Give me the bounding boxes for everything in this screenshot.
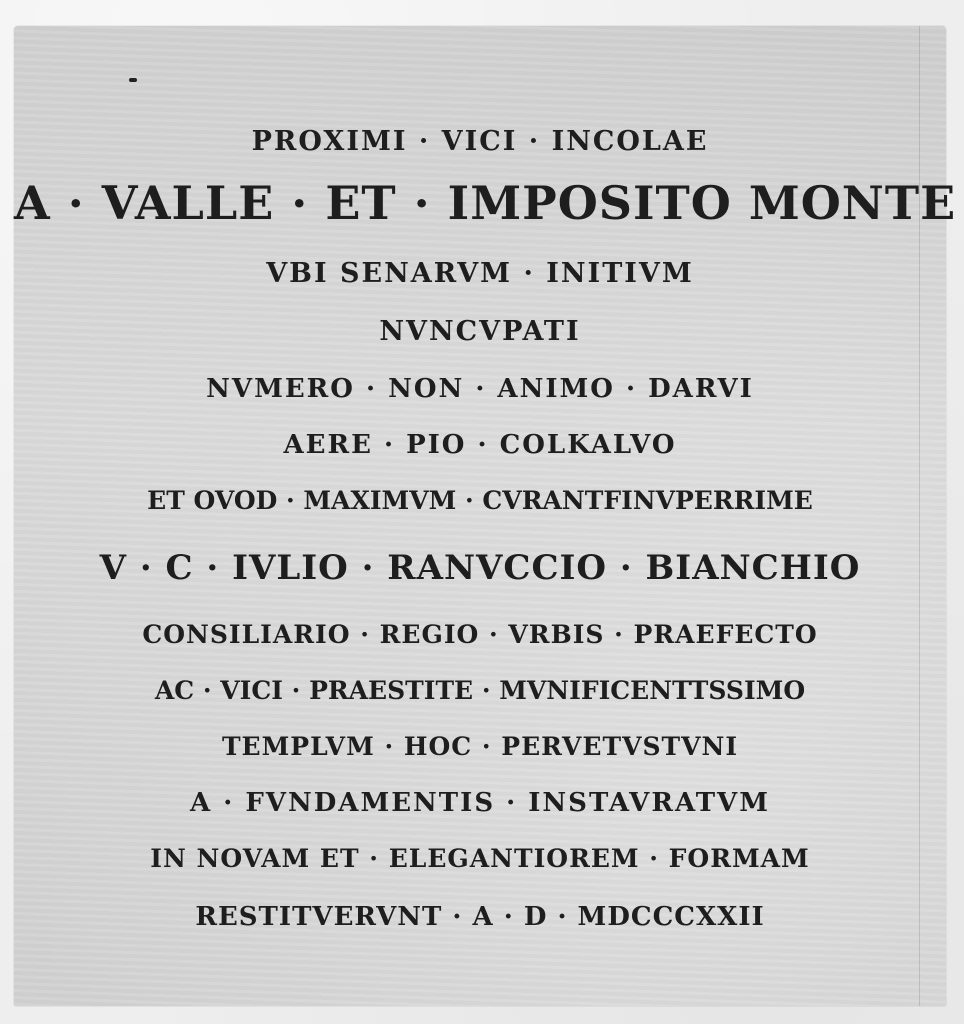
inscription-line-3: VBI SENARVM · INITIVM [266, 258, 694, 289]
inscription-line-11: TEMPLVM · HOC · PERVETVSTVNI [221, 732, 739, 761]
inscription-line-5: NVMERO · NON · ANIMO · DARVI [206, 374, 754, 404]
inscription-line-6: AERE · PIO · COLKALVO [283, 430, 677, 460]
inscription-line-12: A · FVNDAMENTIS · INSTAVRATVM [190, 788, 770, 818]
paint-speck [129, 78, 137, 82]
inscription-plaque [14, 26, 957, 1006]
inscription-line-2: A · VALLE · ET · IMPOSITO MONTE [14, 176, 957, 230]
inscription-line-9: CONSILIARIO · REGIO · VRBIS · PRAEFECTO [142, 620, 818, 649]
inscription-line-7: ET OVOD · MAXIMVM · CVRANTFINVPERRIME [147, 486, 813, 515]
inscription-line-10: AC · VICI · PRAESTITE · MVNIFICENTTSSIMO [154, 676, 806, 705]
inscription-line-8: V · C · IVLIO · RANVCCIO · BIANCHIO [99, 548, 861, 588]
inscription-line-13: IN NOVAM ET · ELEGANTIOREM · FORMAM [150, 844, 810, 873]
inscription-line-1: PROXIMI · VICI · INCOLAE [251, 126, 709, 157]
inscription-line-14: RESTITVERVNT · A · D · MDCCCXXII [195, 902, 765, 932]
inscription-line-4: NVNCVPATI [379, 316, 581, 347]
